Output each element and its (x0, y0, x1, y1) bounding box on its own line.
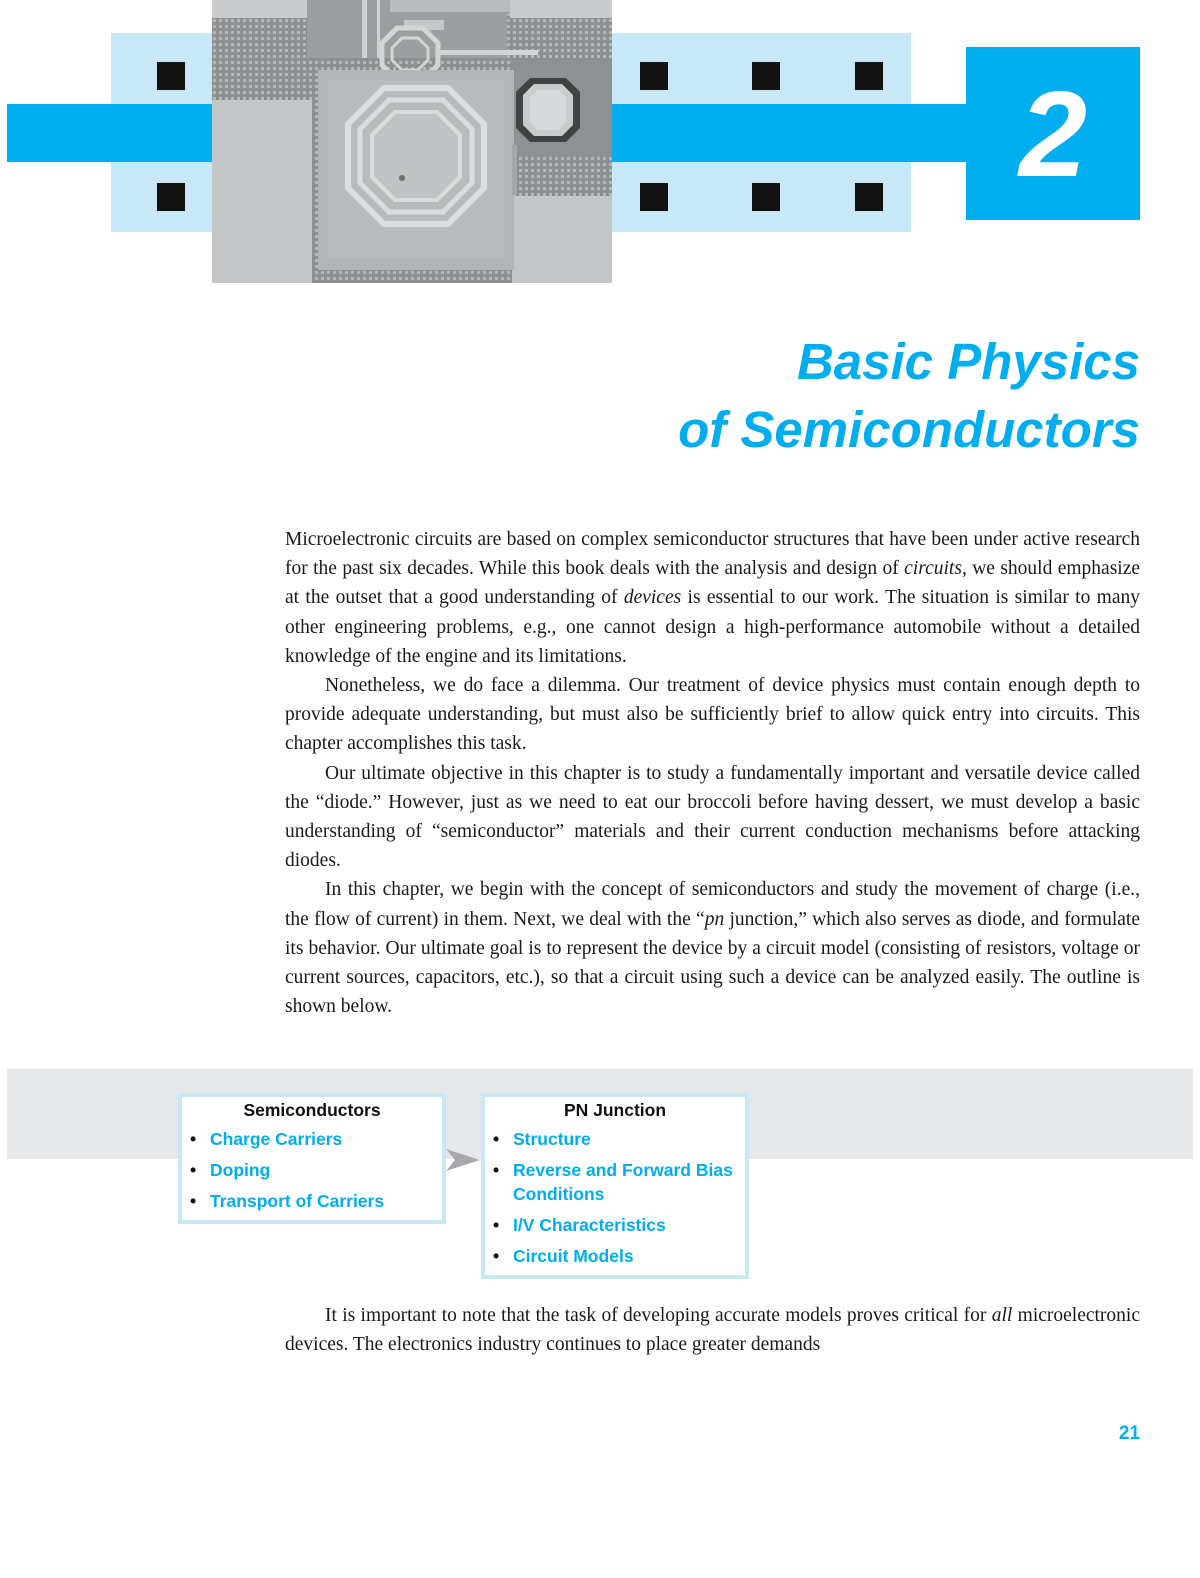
header-square (640, 183, 668, 211)
outline-item: • Circuit Models (493, 1246, 634, 1266)
chapter-title-line: Basic Physics (796, 333, 1140, 390)
outline-item: • Transport of Carriers (190, 1191, 385, 1211)
paragraph: Our ultimate objective in this chapter is to study a fundamentally important and versatile device called the “diode.” However, just as we need to eat our broccoli before having dessert, we must develop a basic understanding of “semiconductor” materials and their current conduction mechanisms before attacking diodes. (285, 762, 1140, 872)
outline-box-title: PN Junction (563, 1100, 667, 1120)
outline-item: • Reverse and Forward Bias Conditions (493, 1160, 733, 1204)
bullet-icon: • (493, 1160, 500, 1180)
chapter-title (678, 328, 1140, 464)
paragraph: Nonetheless, we do face a dilemma. Our treatment of device physics must contain enough depth to provide adequate understanding, but must also be sufficiently brief to allow quick entry into circuits. This chapter accomplishes this task. (285, 675, 1140, 755)
outline-list (485, 1127, 745, 1268)
chapter-number: 2 (1019, 65, 1087, 202)
paragraph: In this chapter, we begin with the concept of semiconductors and study the movement of charge (i.e., the flow of current) in them. Next, we deal with the “pn junction,” which also serves as diode, and formulate its behavior. Our ultimate goal is to represent the device by a circuit model (consisting of resistors, voltage or current sources, capacitors, etc.), so that a circuit using such a device can be analyzed easily. The outline is shown below. (285, 879, 1140, 1018)
intro-text (285, 525, 1140, 1021)
paragraph: Microelectronic circuits are based on complex semiconductor structures that have been under active research for the past six decades. While this book deals with the analysis and design of circuits, we should emphasize at the outset that a good understanding of devices is essential to our work. The situation is similar to many other engineering problems, e.g., one cannot design a high-performance automobile without a detailed knowledge of the engine and its limitations. (285, 529, 1141, 667)
outline-item: • Structure (493, 1129, 591, 1149)
emphasis: devices (623, 587, 682, 609)
emphasis: circuits (904, 558, 962, 580)
header-square (640, 62, 668, 90)
bullet-icon: • (493, 1129, 500, 1149)
closing-text (285, 1301, 1140, 1359)
outline-box-title: Semiconductors (243, 1100, 381, 1120)
outline-box-pn-junction (481, 1093, 749, 1279)
header-square (752, 183, 780, 211)
outline-list (182, 1127, 442, 1213)
bullet-icon: • (190, 1160, 197, 1180)
bullet-icon: • (190, 1129, 197, 1149)
header-bar-left (7, 104, 214, 162)
arrow-right-icon (446, 1147, 480, 1173)
paragraph: It is important to note that the task of developing accurate models proves critical for all microelectronic devices. The electronics industry continues to place greater demands (285, 1305, 1140, 1356)
bullet-icon: • (493, 1215, 500, 1235)
outline-box-semiconductors (178, 1093, 446, 1224)
header-square (752, 62, 780, 90)
outline-item: • Doping (190, 1160, 271, 1180)
header-bar-right (605, 104, 975, 162)
emphasis: all (991, 1305, 1013, 1326)
header-square (855, 62, 883, 90)
chip-photo-icon (212, 0, 612, 283)
bullet-icon: • (493, 1246, 500, 1266)
bullet-icon: • (190, 1191, 197, 1211)
outline-item: • Charge Carriers (190, 1129, 343, 1149)
header-square (157, 183, 185, 211)
page-number: 21 (1118, 1423, 1140, 1444)
header-square (855, 183, 883, 211)
emphasis: pn (704, 908, 725, 930)
chapter-title-line: of Semiconductors (678, 401, 1140, 458)
header-square (157, 62, 185, 90)
outline-item: • I/V Characteristics (493, 1215, 666, 1235)
